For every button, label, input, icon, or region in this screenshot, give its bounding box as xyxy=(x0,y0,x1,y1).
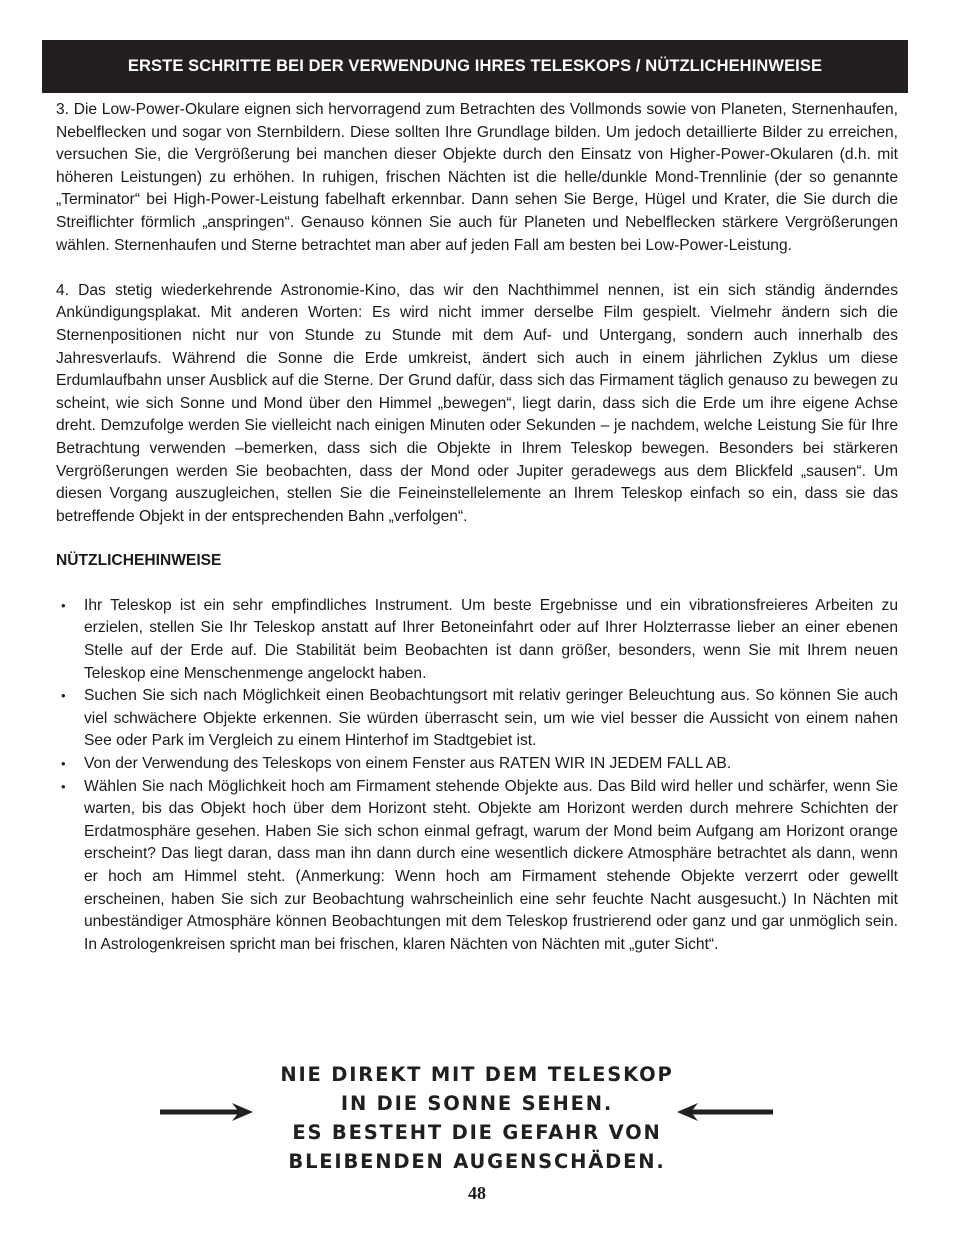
warning-line-2: IN DIE SONNE SEHEN. xyxy=(340,1092,614,1115)
paragraph-3: 3. Die Low-Power-Okulare eignen sich hervorragend zum Betrachten des Vollmonds sowie von Planeten, Sternenhaufen, Nebelflecken und sogar von Sternbildern. Diese sollten Ihre Grundlage bilden. Um jedoch detaillierte Bilder zu erreichen, versuchen Sie, die Vergrößerung bei manchen dieser Objekte durch den Einsatz von Higher-Power-Okularen (d.h. mit höheren Leistungen) zu erhöhen. In ruhigen, frischen Nächten ist die helle/dunkle Mond-Trennlinie (der so genannte „Terminator“ bei High-Power-Leistung fabelhaft erkennbar. Dann sehen Sie Berge, Hügel und Krater, die Sie durch die Streiflichter förmlich „anspringen“. Genauso können Sie auch für Planeten und Nebelflecken stärkere Vergrößerungen wählen. Sternenhaufen und Sterne betrachtet man aber auf jeden Fall am besten bei Low-Power-Leistung. xyxy=(56,101,898,254)
tip-item xyxy=(56,685,898,753)
paragraph-4: 4. Das stetig wiederkehrende Astronomie-Kino, das wir den Nachthimmel nennen, ist ein sich ständig änderndes Ankündigungsplakat. Mit anderen Worten: Es wird nicht immer derselbe Film gespielt. Vielmehr ändern sich die Sternenpositionen nicht nur von Stunde zu Stunde mit dem Auf- und Untergang, sondern auch innerhalb des Jahresverlaufs. Während die Sonne die Erde umkreist, ändert sich auch in einem jährlichen Zyklus um diese Erdumlaufbahn unser Ausblick auf die Sterne. Der Grund dafür, dass sich das Firmament täglich genauso zu bewegen zu scheint, wie sich Sonne und Mond über den Himmel „bewegen“, liegt darin, dass sich die Erde um ihre eigene Achse dreht. Demzufolge werden Sie vielleicht nach einigen Minuten oder Sekunden – je nachdem, welche Leistung Sie für Ihre Betrachtung verwenden –bemerken, dass sich die Objekte in Ihrem Teleskop bewegen. Besonders bei stärkeren Vergrößerungen werden Sie beobachten, dass der Mond oder Jupiter geradewegs aus dem Blickfeld „sausen“. Um diesen Vorgang auszugleichen, stellen Sie die Feineinstellelemente an Ihrem Teleskop einfach so ein, dass sie das betreffende Objekt in der entsprechenden Bahn „verfolgen“. xyxy=(56,281,898,525)
sun-warning-notice xyxy=(0,1060,954,1176)
tip-text: Suchen Sie sich nach Möglichkeit einen Beobachtungsort mit relativ geringer Beleuchtung aus. So können Sie auch viel schwächere Objekte erkennen. Sie würden überrascht sein, um wie viel besser die Aussicht von einem nahen See oder Park im Vergleich zu einem Hinterhof im Stadtgebiet ist. xyxy=(84,687,898,750)
arrow-left-icon xyxy=(676,1102,774,1122)
tip-item xyxy=(56,753,898,776)
tip-item xyxy=(56,595,898,685)
bullet-icon: • xyxy=(61,597,66,613)
page-number: 48 xyxy=(468,1183,486,1203)
warning-line-3: ES BESTEHT DIE GEFAHR VON xyxy=(292,1121,662,1144)
bullet-icon: • xyxy=(61,688,66,704)
warning-line-1: NIE DIREKT MIT DEM TELESKOP xyxy=(280,1063,674,1086)
tips-list xyxy=(56,595,898,957)
tip-item xyxy=(56,776,898,957)
section-header-title: ERSTE SCHRITTE BEI DER VERWENDUNG IHRES TELESKOPS / NÜTZLICHEHINWEISE xyxy=(127,57,823,75)
main-content xyxy=(56,99,898,956)
tip-text: Von der Verwendung des Teleskops von einem Fenster aus RATEN WIR IN JEDEM FALL AB. xyxy=(84,755,732,773)
tip-text: Wählen Sie nach Möglichkeit hoch am Firmament stehende Objekte aus. Das Bild wird heller und schärfer, wenn Sie warten, bis das Objekt hoch über dem Horizont steht. Objekte am Horizont werden durch mehrere Schichten der Erdatmosphäre gesehen. Haben Sie sich schon einmal gefragt, warum der Mond beim Aufgang am Horizont orange erscheint? Das liegt daran, dass man ihn dann durch eine wesentlich dickere Atmosphäre betrachtet als dann, wenn er hoch am Himmel steht. (Anmerkung: Wenn hoch am Firmament stehende Objekte verzerrt oder gewellt erscheinen, haben Sie sich zur Beobachtung wahrscheinlich eine sehr feuchte Nacht ausgesucht.) In Nächten mit unbeständiger Atmosphäre können Beobachtungen mit dem Teleskop frustrierend oder ganz und gar unmöglich sein. In Astrologenkreisen spricht man bei frischen, klaren Nächten von Nächten mit „guter Sicht“. xyxy=(84,777,898,953)
bullet-icon: • xyxy=(61,778,66,794)
tips-section-title: NÜTZLICHEHINWEISE xyxy=(56,552,222,570)
tip-text: Ihr Teleskop ist ein sehr empfindliches Instrument. Um beste Ergebnisse und ein vibrationsfreieres Arbeiten zu erzielen, stellen Sie Ihr Teleskop anstatt auf Ihrer Betoneinfahrt oder auf Ihrer Holzterrasse lieber an einer ebenen Stelle auf der Erde auf. Die Stabilität beim Beobachten ist dann größer, besonders, wenn Sie mit Ihrem neuen Teleskop eine Menschenmenge angelockt haben. xyxy=(84,596,898,682)
bullet-icon: • xyxy=(61,756,66,772)
warning-line-4: BLEIBENDEN AUGENSCHÄDEN. xyxy=(288,1150,666,1173)
section-header-bar xyxy=(42,40,908,93)
